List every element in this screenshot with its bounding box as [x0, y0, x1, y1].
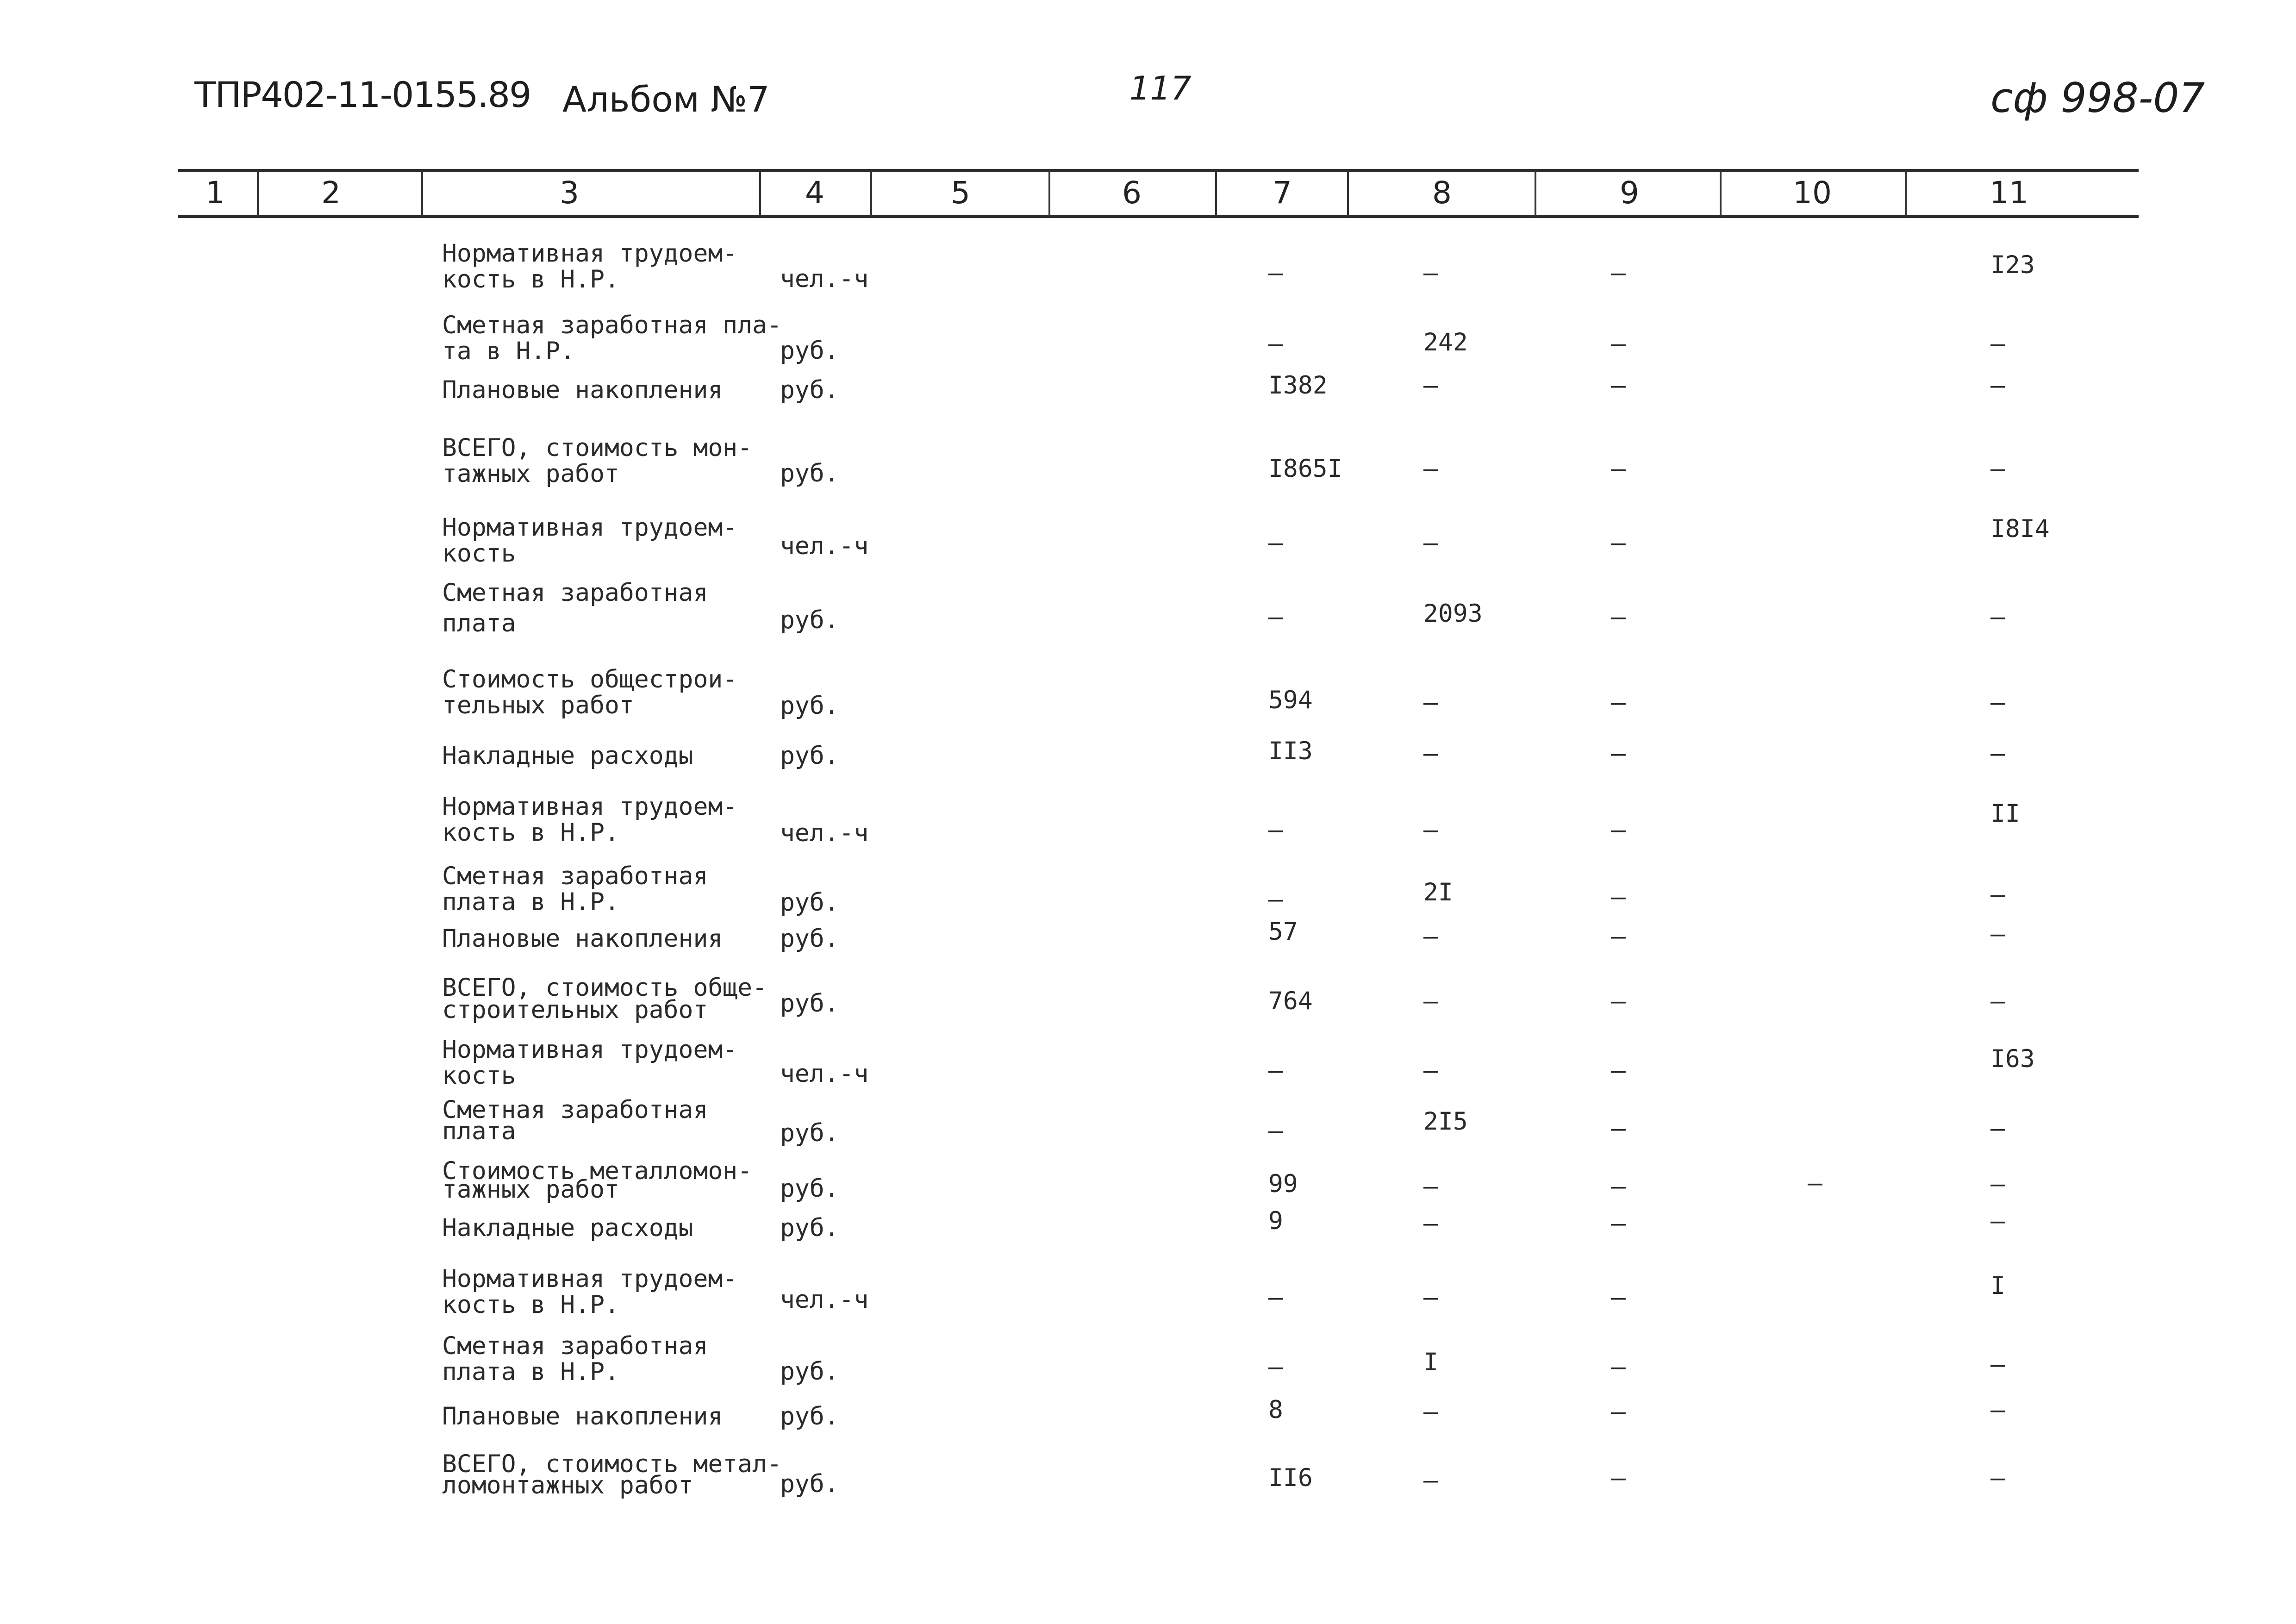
- row-col7-value: –: [1268, 603, 1283, 631]
- row-unit: руб.: [780, 606, 839, 634]
- row-col7-value: –: [1268, 1283, 1283, 1312]
- column-divider: [1048, 170, 1050, 217]
- row-col11-value: –: [1990, 1207, 2005, 1235]
- row-col11-value: –: [1990, 330, 2005, 358]
- row-col9-value: –: [1611, 603, 1626, 631]
- row-col9-value: –: [1611, 1172, 1626, 1200]
- column-number-1: 1: [206, 175, 225, 211]
- row-col9-value: –: [1611, 259, 1626, 287]
- row-col11-value: –: [1990, 1114, 2005, 1143]
- row-col7-value: I865I: [1268, 455, 1342, 483]
- row-item-name: ВСЕГО, стоимость мон- тажных работ: [442, 434, 753, 488]
- row-col7-value: 57: [1268, 918, 1298, 946]
- row-col8-value: –: [1423, 529, 1438, 557]
- row-item-name: Сметная заработная плата в Н.Р.: [442, 1332, 708, 1386]
- row-item-name: Нормативная трудоем- кость: [442, 513, 738, 568]
- row-col7-value: II3: [1268, 737, 1313, 765]
- row-col8-value: –: [1423, 1056, 1438, 1085]
- row-col8-value: –: [1423, 816, 1438, 844]
- row-col9-value: –: [1611, 1398, 1626, 1426]
- column-number-2: 2: [321, 175, 341, 211]
- row-unit: руб.: [780, 376, 839, 404]
- row-col8-value: –: [1423, 1466, 1438, 1494]
- row-col9-value: –: [1611, 371, 1626, 400]
- row-item-name: ВСЕГО, стоимость метал- ломонтажных работ: [442, 1450, 782, 1499]
- column-divider: [870, 170, 872, 217]
- row-item-name: Плановые накопления: [442, 1402, 723, 1430]
- row-col8-value: –: [1423, 1398, 1438, 1426]
- column-number-4: 4: [805, 175, 824, 211]
- row-col9-value: –: [1611, 922, 1626, 950]
- row-col11-value: –: [1990, 455, 2005, 483]
- row-unit: руб.: [780, 888, 839, 917]
- row-item-name: Нормативная трудоем- кость: [442, 1036, 738, 1090]
- row-col7-value: –: [1268, 1056, 1283, 1085]
- column-number-11: 11: [1990, 175, 2028, 211]
- row-col8-value: –: [1423, 259, 1438, 287]
- row-col11-value: –: [1990, 1396, 2005, 1424]
- row-col9-value: –: [1611, 987, 1626, 1015]
- column-number-5: 5: [951, 175, 970, 211]
- column-divider: [1535, 170, 1536, 217]
- row-item-name: Плановые накопления: [442, 924, 723, 953]
- column-divider: [1720, 170, 1722, 217]
- row-col8-value: –: [1423, 688, 1438, 717]
- row-col8-value: 2I: [1423, 878, 1453, 906]
- row-unit: руб.: [780, 1470, 839, 1498]
- album-label: Альбом №7: [562, 79, 770, 120]
- row-col11-value: II: [1990, 800, 2020, 828]
- row-col9-value: –: [1611, 1114, 1626, 1143]
- table-header-bottom-rule: [178, 215, 2139, 218]
- row-item-name: Нормативная трудоем- кость в Н.Р.: [442, 793, 738, 847]
- row-item-name: Нормативная трудоем- кость в Н.Р.: [442, 1265, 738, 1319]
- row-col9-value: –: [1611, 1056, 1626, 1085]
- row-col11-value: I23: [1990, 251, 2035, 279]
- row-col8-value: 2093: [1423, 600, 1483, 628]
- row-col7-value: 8: [1268, 1396, 1283, 1424]
- row-col9-value: –: [1611, 739, 1626, 768]
- row-col9-value: –: [1611, 1464, 1626, 1492]
- column-divider: [1905, 170, 1907, 217]
- row-col11-value: I63: [1990, 1045, 2035, 1073]
- row-item-name: Стоимость металломон- тажных работ: [442, 1157, 753, 1204]
- row-col8-value: I: [1423, 1348, 1438, 1376]
- row-unit: руб.: [780, 1402, 839, 1430]
- column-divider: [1215, 170, 1217, 217]
- row-unit: руб.: [780, 1357, 839, 1386]
- row-col7-value: –: [1268, 330, 1283, 358]
- row-col9-value: –: [1611, 688, 1626, 717]
- row-col8-value: –: [1423, 1283, 1438, 1312]
- row-col7-value: II6: [1268, 1464, 1313, 1492]
- row-col11-value: –: [1990, 371, 2005, 400]
- table-top-rule: [178, 169, 2139, 172]
- row-col7-value: –: [1268, 1117, 1283, 1145]
- row-col9-value: –: [1611, 330, 1626, 358]
- row-col7-value: 764: [1268, 987, 1313, 1015]
- row-col7-value: –: [1268, 816, 1283, 844]
- row-col8-value: 2I5: [1423, 1107, 1468, 1136]
- row-col8-value: –: [1423, 371, 1438, 400]
- row-unit: руб.: [780, 1174, 839, 1203]
- row-col11-value: –: [1990, 739, 2005, 768]
- row-unit: чел.-ч: [780, 1060, 869, 1088]
- row-unit: руб.: [780, 337, 839, 365]
- row-item-name: Плановые накопления: [442, 376, 723, 404]
- row-col9-value: –: [1611, 1283, 1626, 1312]
- row-col7-value: –: [1268, 885, 1283, 913]
- column-divider: [759, 170, 761, 217]
- row-col8-value: –: [1423, 1209, 1438, 1237]
- row-col11-value: –: [1990, 1170, 2005, 1198]
- row-col7-value: 9: [1268, 1207, 1283, 1235]
- row-col11-value: –: [1990, 987, 2005, 1015]
- row-col11-value: I8I4: [1990, 515, 2050, 543]
- column-number-9: 9: [1620, 175, 1639, 211]
- row-col9-value: –: [1611, 1209, 1626, 1237]
- column-number-8: 8: [1432, 175, 1452, 211]
- row-unit: чел.-ч: [780, 265, 869, 293]
- row-col9-value: –: [1611, 455, 1626, 483]
- row-unit: чел.-ч: [780, 532, 869, 560]
- row-unit: руб.: [780, 1214, 839, 1242]
- row-col7-value: 99: [1268, 1170, 1298, 1198]
- row-col8-value: –: [1423, 987, 1438, 1015]
- column-number-3: 3: [560, 175, 579, 211]
- row-col11-value: –: [1990, 1350, 2005, 1379]
- row-col9-value: –: [1611, 1353, 1626, 1381]
- row-col8-value: –: [1423, 922, 1438, 950]
- row-col7-value: 594: [1268, 686, 1313, 714]
- row-item-name: Нормативная трудоем- кость в Н.Р.: [442, 239, 738, 294]
- document-code: ТПР402-11-0155.89: [194, 74, 531, 115]
- page-number: 117: [1129, 69, 1192, 107]
- row-col11-value: –: [1990, 603, 2005, 631]
- row-col9-value: –: [1611, 883, 1626, 911]
- row-col7-value: –: [1268, 1353, 1283, 1381]
- row-col8-value: –: [1423, 739, 1438, 768]
- row-unit: чел.-ч: [780, 1286, 869, 1314]
- row-col11-value: –: [1990, 1464, 2005, 1492]
- row-item-name: Сметная заработная плата в Н.Р.: [442, 862, 708, 916]
- sheet-code: сф 998-07: [1990, 74, 2205, 122]
- row-unit: чел.-ч: [780, 819, 869, 847]
- row-col11-value: –: [1990, 881, 2005, 909]
- column-number-10: 10: [1793, 175, 1832, 211]
- row-col8-value: –: [1423, 1172, 1438, 1200]
- row-unit: руб.: [780, 924, 839, 953]
- row-col7-value: –: [1268, 259, 1283, 287]
- row-col9-value: –: [1611, 529, 1626, 557]
- row-unit: руб.: [780, 1119, 839, 1147]
- row-item-name: Сметная заработная плата: [442, 1096, 708, 1145]
- row-unit: руб.: [780, 692, 839, 720]
- row-col8-value: –: [1423, 455, 1438, 483]
- row-item-name: Накладные расходы: [442, 1214, 693, 1242]
- row-col8-value: 242: [1423, 328, 1468, 356]
- row-unit: руб.: [780, 459, 839, 487]
- row-item-name: Сметная заработная пла- та в Н.Р.: [442, 311, 782, 365]
- row-col11-value: –: [1990, 920, 2005, 948]
- column-number-7: 7: [1273, 175, 1292, 211]
- row-col11-value: –: [1990, 688, 2005, 717]
- row-col10-value: –: [1808, 1169, 1822, 1197]
- row-unit: руб.: [780, 742, 839, 770]
- column-number-6: 6: [1122, 175, 1142, 211]
- row-item-name: ВСЕГО, стоимость обще- строительных работ: [442, 974, 767, 1024]
- column-divider: [421, 170, 423, 217]
- row-item-name: Сметная заработная плата: [442, 579, 708, 637]
- row-col7-value: I382: [1268, 371, 1328, 400]
- row-unit: руб.: [780, 989, 839, 1018]
- row-col11-value: I: [1990, 1272, 2005, 1300]
- row-col9-value: –: [1611, 816, 1626, 844]
- row-item-name: Стоимость общестрои- тельных работ: [442, 665, 738, 719]
- column-divider: [1347, 170, 1349, 217]
- row-item-name: Накладные расходы: [442, 742, 693, 770]
- row-col7-value: –: [1268, 529, 1283, 557]
